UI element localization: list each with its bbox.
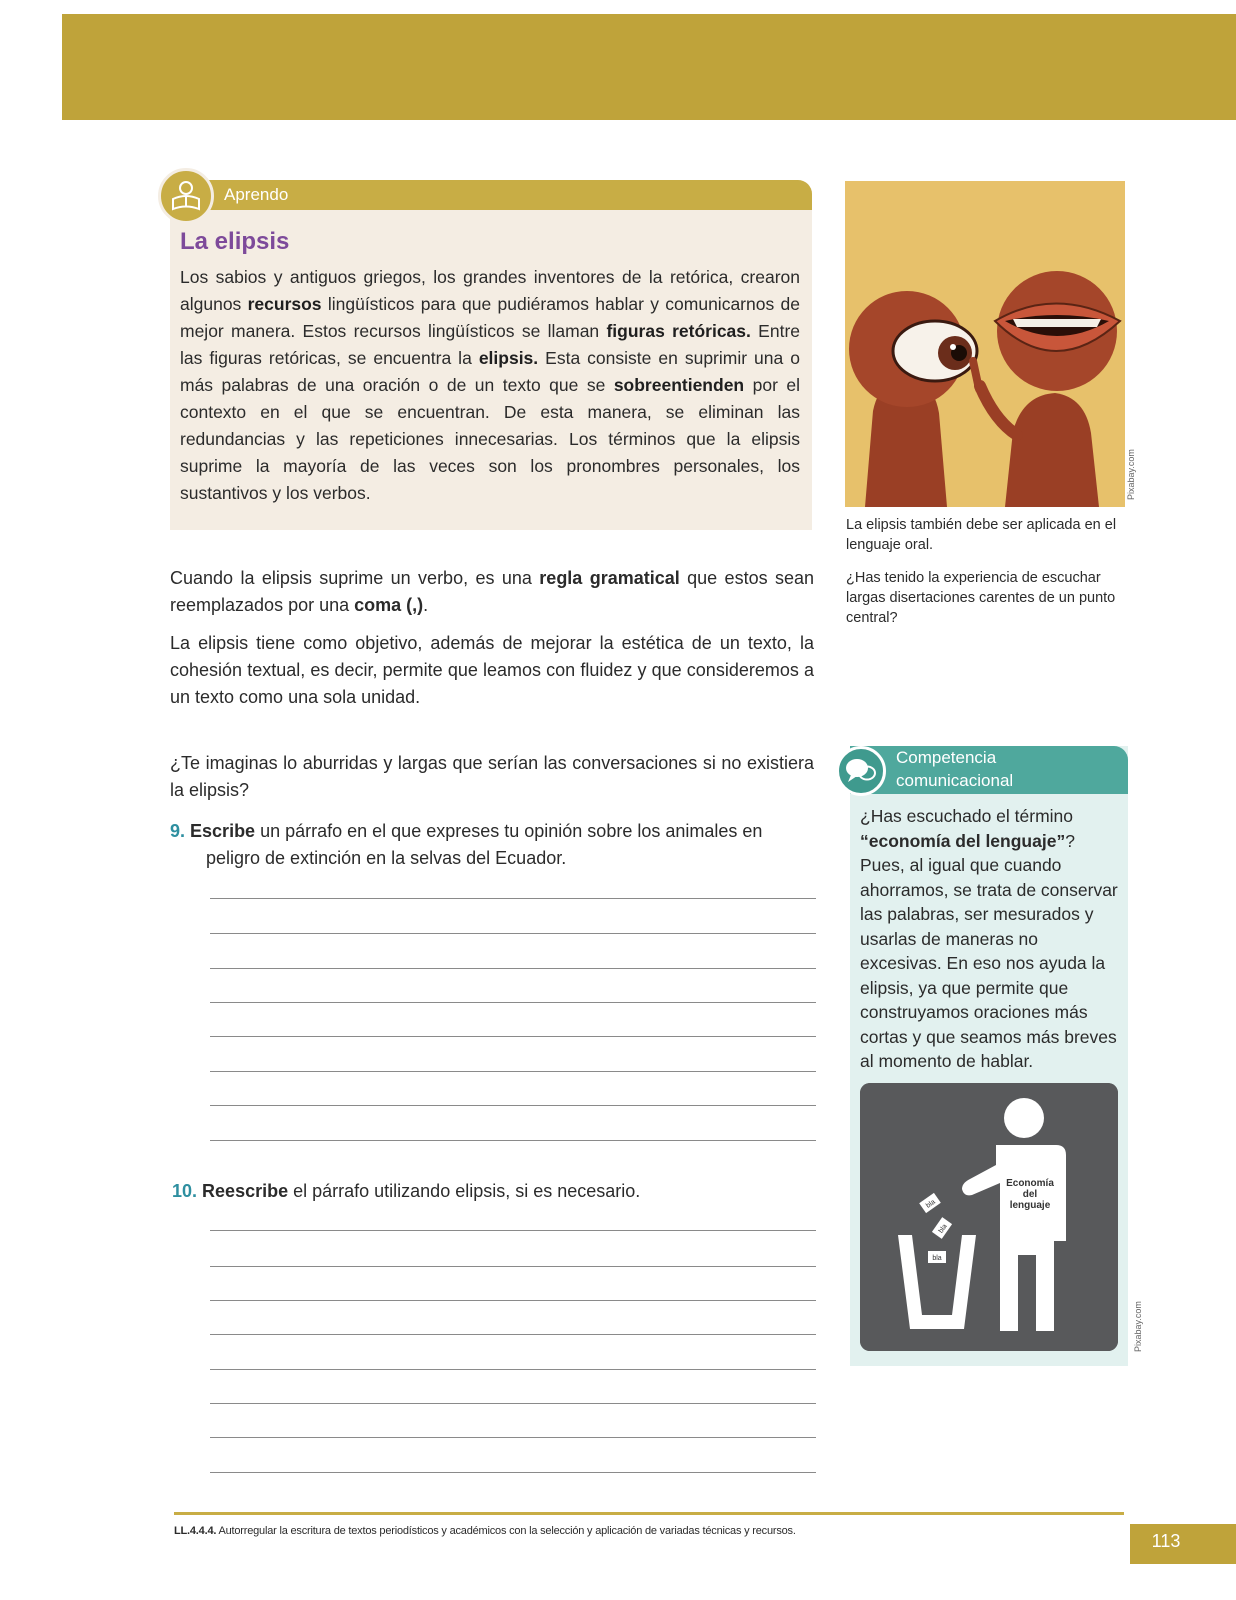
text-run: Entre las figuras retóricas, se encuentra la bbox=[180, 321, 801, 368]
bla-paper: bla bbox=[925, 1198, 937, 1210]
skill-code: LL.4.4.4. bbox=[174, 1525, 217, 1537]
answer-line-q9[interactable] bbox=[210, 898, 816, 899]
speech-bubbles-icon bbox=[836, 746, 886, 796]
question-number: 10. bbox=[172, 1181, 198, 1201]
footer-skill bbox=[174, 1525, 796, 1537]
aprendo-paragraph bbox=[180, 264, 800, 507]
section-title: La elipsis bbox=[180, 228, 290, 255]
text-run: Cuando la elipsis suprime un verbo, es una bbox=[170, 568, 540, 588]
text-run: ? Pues, al igual que cuando ahorramos, se trata de conservar las palabras, ser mesurados y usarlas de maneras no excesivas. En eso nos ayuda la elipsis, ya que permite que construyamos oraciones más cortas y que seamos más breves al momento de hablar. bbox=[860, 830, 1118, 1071]
competencia-text bbox=[860, 804, 1122, 1074]
text-run: Esta consiste en suprimir una o más palabras de una oración o de un texto que se bbox=[180, 348, 800, 395]
question-verb: Escribe bbox=[190, 821, 256, 841]
photo-question: ¿Has tenido la experiencia de escuchar largas disertaciones carentes de un punto central? bbox=[846, 570, 1116, 626]
competencia-title: comunicacional bbox=[896, 771, 1014, 790]
question-9 bbox=[170, 818, 814, 872]
answer-line-q9[interactable] bbox=[210, 1071, 816, 1072]
answer-line-q9[interactable] bbox=[210, 1002, 816, 1003]
answer-line-q10[interactable] bbox=[210, 1266, 816, 1267]
text-run: por el contexto en el que se encuentran. De esta manera, se eliminan las redundancias y las repeticiones innecesarias. Los términos que la elipsis suprime la mayoría de las veces son los pronombres personales, los sustantivos y los verbos. bbox=[180, 375, 800, 503]
skill-description: Autorregular la escritura de textos periodísticos y académicos con la selección y aplicación de variadas técnicas y recursos. bbox=[216, 1525, 796, 1537]
answer-line-q9[interactable] bbox=[210, 933, 816, 934]
photo-caption: La elipsis también debe ser aplicada en el lenguaje oral. bbox=[846, 517, 1117, 553]
economia-lenguaje-pictogram bbox=[860, 1083, 1118, 1351]
pictogram-credit: Pixabay.com bbox=[1133, 1301, 1143, 1352]
paragraph-objetivo: La elipsis tiene como objetivo, además de mejorar la estética de un texto, la cohesión textual, es decir, permite que leamos con fluidez y que consideremos a un texto como una sola unidad. bbox=[170, 633, 814, 707]
pictogram-label: Economía bbox=[1006, 1178, 1054, 1189]
answer-line-q10[interactable] bbox=[210, 1300, 816, 1301]
question-text: un párrafo en el que expreses tu opinión sobre los animales en bbox=[255, 821, 763, 841]
header-band bbox=[62, 14, 1236, 120]
text-run: Los sabios y antiguos griegos, los grandes inventores de la retórica, crearon algunos bbox=[180, 267, 800, 314]
answer-line-q10[interactable] bbox=[210, 1369, 816, 1370]
paragraph-pregunta: ¿Te imaginas lo aburridas y largas que serían las conversaciones si no existiera la elipsis? bbox=[170, 753, 814, 800]
question-verb: Reescribe bbox=[202, 1181, 289, 1201]
question-10 bbox=[172, 1178, 816, 1205]
bold-term: elipsis. bbox=[478, 348, 539, 368]
answer-line-q10[interactable] bbox=[210, 1230, 816, 1231]
bla-paper: bla bbox=[937, 1223, 949, 1235]
footer-divider bbox=[174, 1512, 1124, 1515]
aprendo-label: Aprendo bbox=[224, 185, 289, 204]
answer-line-q10[interactable] bbox=[210, 1437, 816, 1438]
text-run: que estos sean reemplazados por una bbox=[170, 568, 814, 615]
answer-line-q9[interactable] bbox=[210, 968, 816, 969]
competencia-title: Competencia bbox=[896, 748, 997, 767]
answer-line-q10[interactable] bbox=[210, 1403, 816, 1404]
answer-line-q9[interactable] bbox=[210, 1140, 816, 1141]
paragraph-regla-gramatical bbox=[170, 565, 814, 619]
answer-line-q10[interactable] bbox=[210, 1334, 816, 1335]
question-text-cont: peligro de extinción en la selvas del Ecuador. bbox=[206, 848, 567, 868]
bold-term: regla gramatical bbox=[539, 568, 680, 588]
text-run: . bbox=[423, 595, 429, 615]
pictogram-label: del bbox=[1022, 1189, 1038, 1200]
reader-icon bbox=[158, 168, 214, 224]
bold-term: figuras retóricas. bbox=[606, 321, 751, 341]
answer-line-q10[interactable] bbox=[210, 1472, 816, 1473]
elipsis-illustration bbox=[845, 181, 1125, 507]
photo-credit: Pixabay.com bbox=[1126, 449, 1136, 500]
page-number: 113 bbox=[1151, 1531, 1181, 1551]
answer-line-q9[interactable] bbox=[210, 1105, 816, 1106]
question-number: 9. bbox=[170, 821, 186, 841]
bla-paper: bla bbox=[932, 1255, 942, 1262]
bold-term: coma (,) bbox=[354, 595, 424, 615]
answer-line-q9[interactable] bbox=[210, 1036, 816, 1037]
pictogram-label: lenguaje bbox=[1009, 1200, 1051, 1211]
text-run: ¿Has escuchado el término bbox=[860, 806, 1074, 826]
text-run: lingüísticos para que pudiéramos hablar y comunicarnos de mejor manera. Estos recursos lingüísticos se llaman bbox=[180, 294, 800, 341]
question-text: el párrafo utilizando elipsis, si es necesario. bbox=[288, 1181, 641, 1201]
bold-term: sobreentienden bbox=[613, 375, 745, 395]
bold-term: “economía del lenguaje” bbox=[860, 830, 1066, 851]
bold-term: recursos bbox=[247, 294, 322, 314]
